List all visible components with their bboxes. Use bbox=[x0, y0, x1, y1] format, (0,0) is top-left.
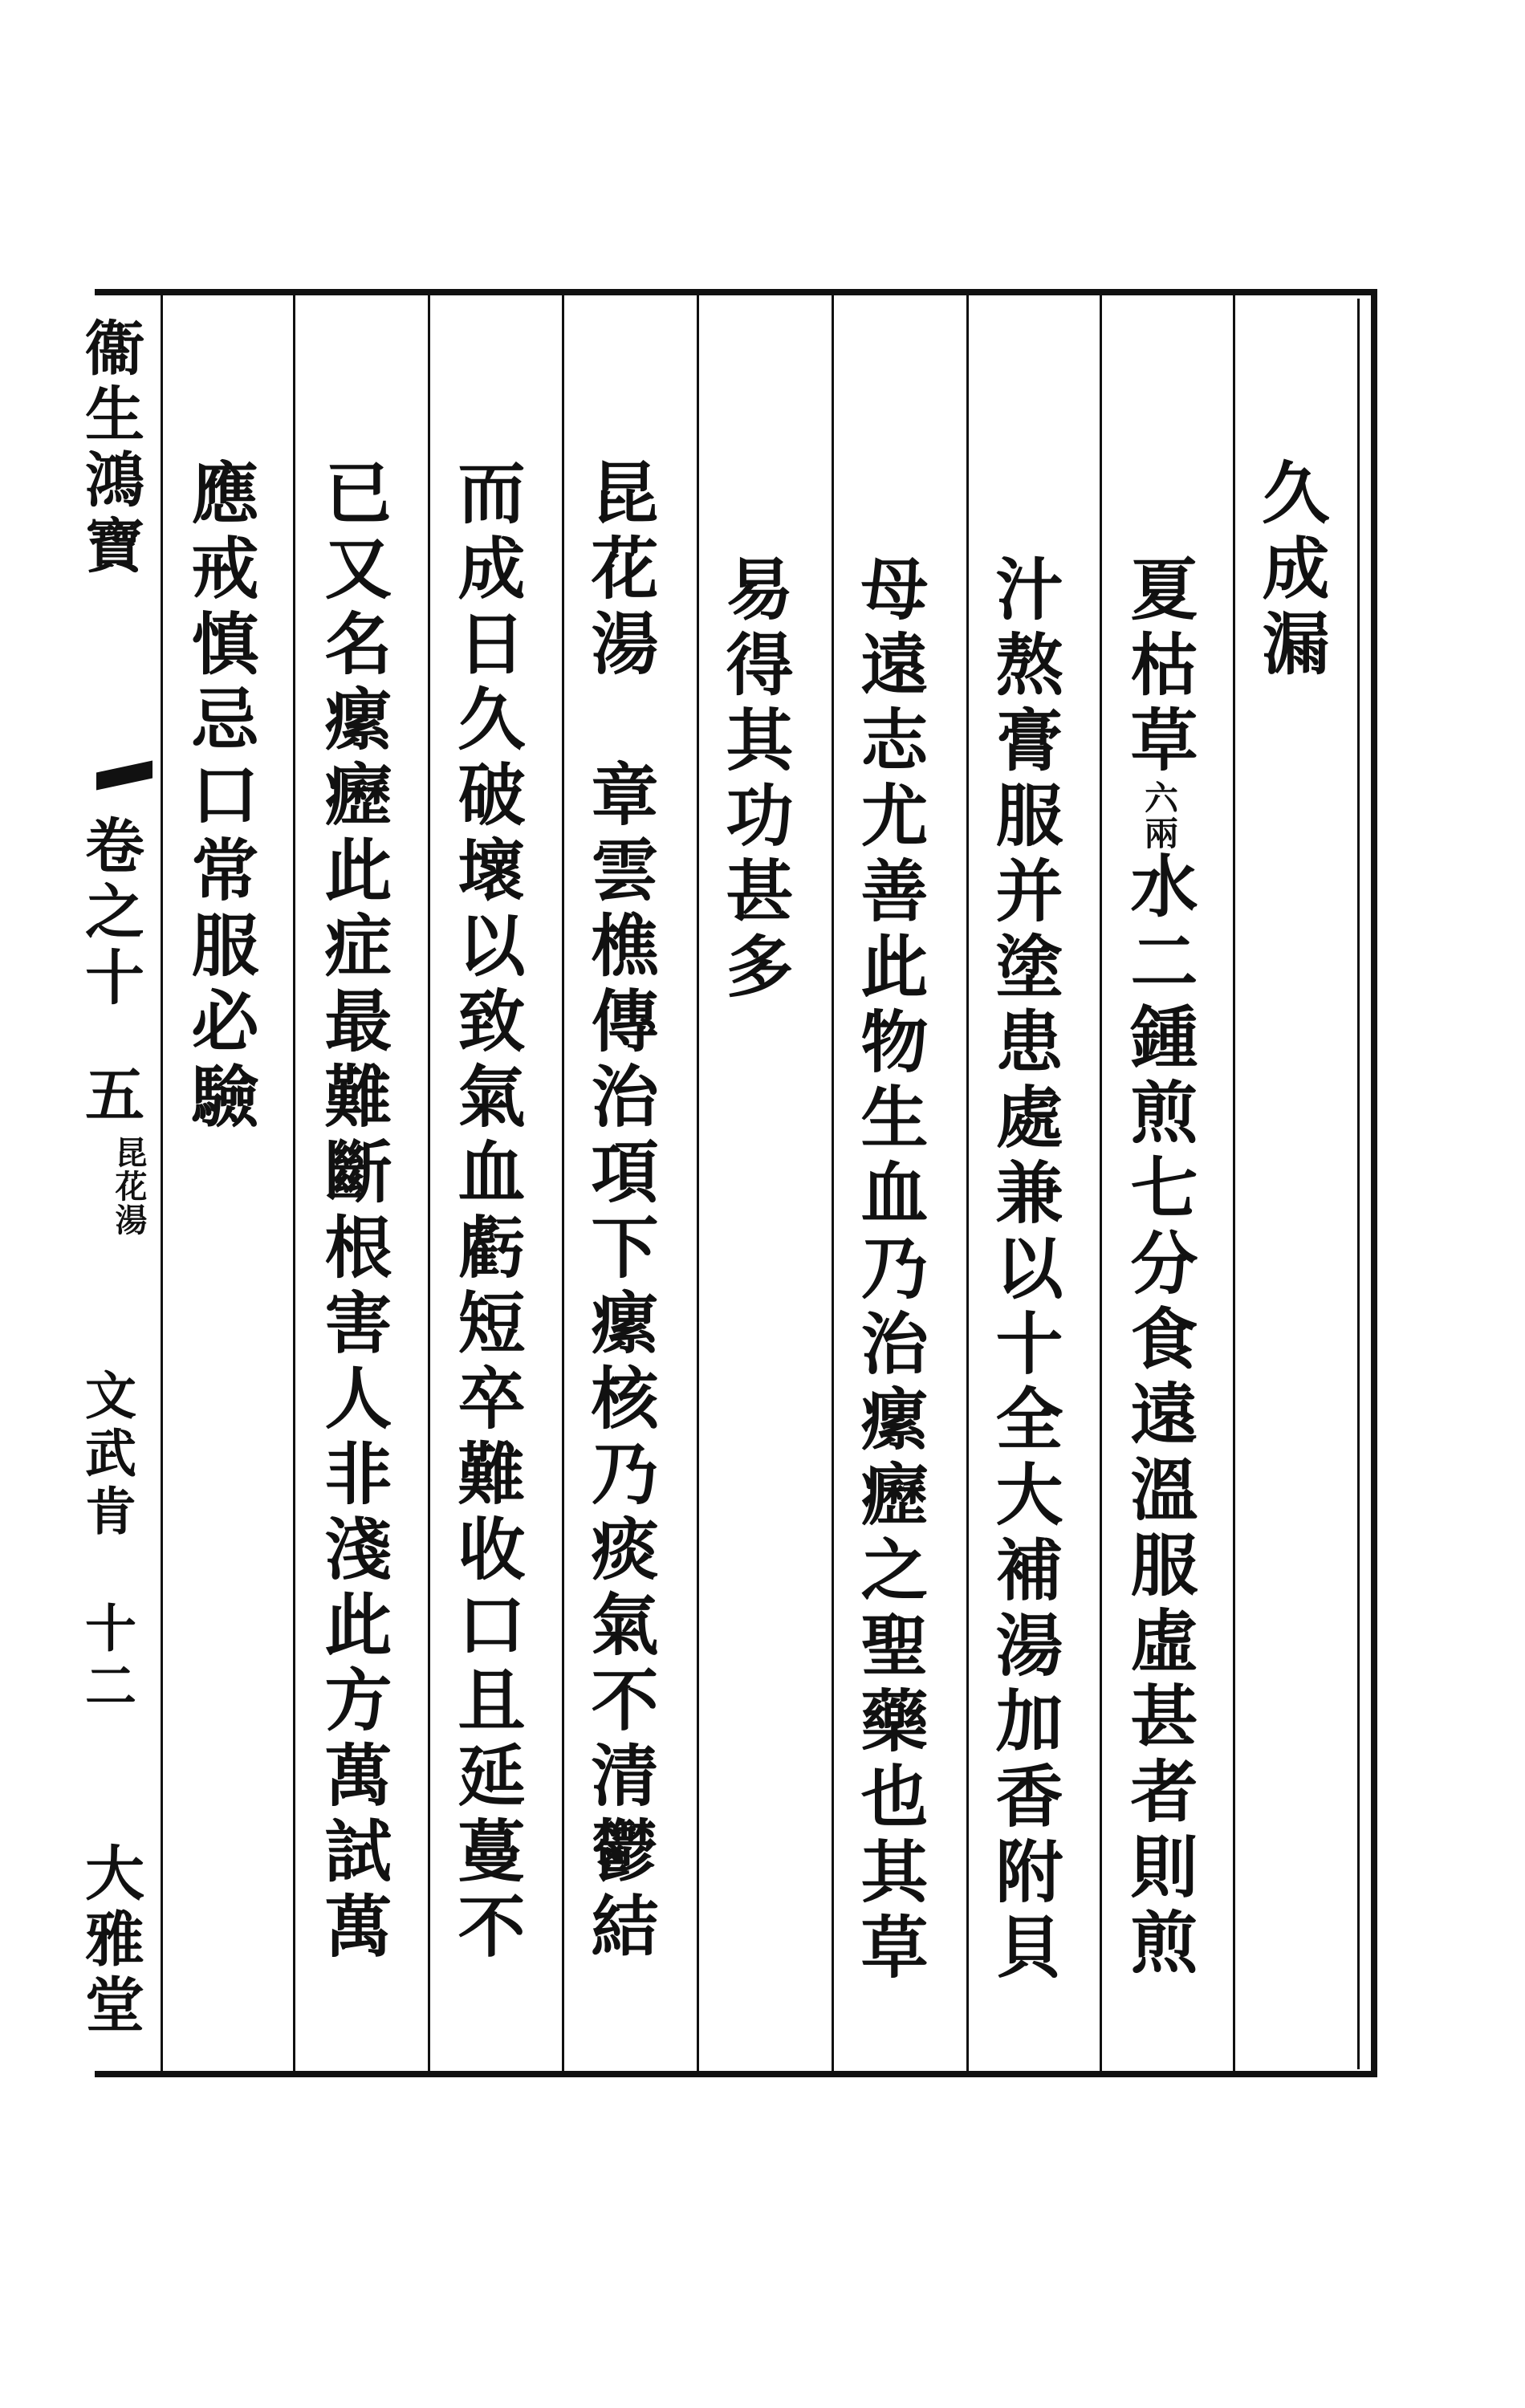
column-text: 汁熬膏服并塗患處兼以十全大補湯加香附貝 bbox=[985, 554, 1064, 1987]
column-rule bbox=[697, 295, 699, 2072]
margin-hall-name: 大雅堂 bbox=[75, 1842, 144, 2040]
column-rule bbox=[832, 295, 834, 2072]
column-rule bbox=[1100, 295, 1102, 2072]
column-text: 昆花湯 章雲樵傳治項下瘰核乃痰氣不清鬱結 bbox=[580, 458, 660, 1967]
text-column-3 bbox=[985, 554, 1064, 1987]
column-rule bbox=[161, 295, 163, 2072]
column-rule bbox=[1233, 295, 1235, 2072]
column-text: 久成漏 bbox=[1251, 458, 1331, 684]
column-rule bbox=[562, 295, 564, 2072]
herb-name: 夏枯草 bbox=[1120, 554, 1199, 780]
margin-fascicle: 卷之十 bbox=[75, 815, 144, 1012]
text-column-9 bbox=[181, 458, 260, 1137]
margin-page-number: 十二 bbox=[76, 1601, 136, 1717]
column-rule bbox=[428, 295, 430, 2072]
text-column-7 bbox=[447, 458, 527, 1967]
text-column-1 bbox=[1251, 458, 1331, 684]
text-column-8 bbox=[314, 458, 393, 1967]
margin-column bbox=[32, 301, 161, 2067]
column-rule bbox=[293, 295, 295, 2072]
margin-sub-section: 昆花湯 bbox=[110, 1136, 148, 1237]
column-text: 已又名瘰癧此症最難斷根害人非淺此方萬試萬 bbox=[314, 458, 393, 1967]
text-column-5 bbox=[715, 554, 795, 1007]
margin-section: 五 bbox=[75, 1064, 144, 1129]
margin-category: 文武肯 bbox=[76, 1369, 136, 1542]
column-text: 而成日久破壞以致氣血虧短卒難收口且延蔓不 bbox=[447, 458, 527, 1967]
fishtail-mark bbox=[96, 761, 152, 791]
column-text: 易得其功甚多 bbox=[715, 554, 795, 1007]
column-text: 水二鍾煎七分食遠溫服虛甚者則煎 bbox=[1120, 851, 1199, 1983]
column-text: 應戒慎忌口常服必驗 bbox=[181, 458, 260, 1137]
text-column-4 bbox=[850, 554, 929, 1987]
column-text: 母遠志尤善此物生血乃治瘰癧之聖藥也其草 bbox=[850, 554, 929, 1987]
dosage-note: 六兩 bbox=[1140, 780, 1179, 851]
margin-book-title: 衞生鴻寶 bbox=[75, 317, 144, 580]
text-column-6 bbox=[580, 458, 660, 1967]
column-rule bbox=[966, 295, 969, 2072]
text-column-2 bbox=[1120, 554, 1199, 1983]
